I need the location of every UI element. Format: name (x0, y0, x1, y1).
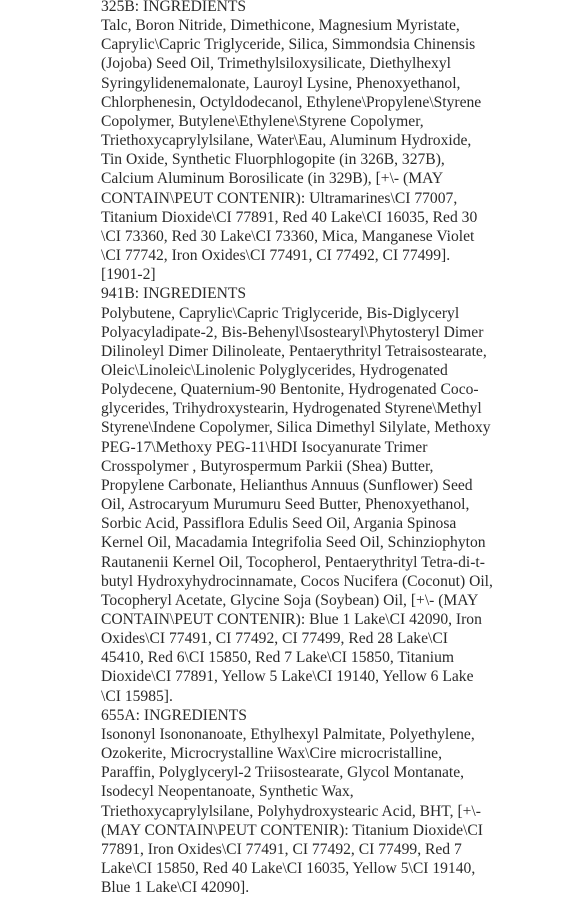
ingredient-line: \CI 15985]. (101, 687, 173, 705)
ingredient-line: Tocopheryl Acetate, Glycine Soja (Soybean) Oil, [+\- (MAY (101, 591, 479, 609)
ingredient-line: Syringylidenemalonate, Lauroyl Lysine, Phenoxyethanol, (101, 74, 461, 92)
ingredients-document (101, 0, 493, 897)
ingredient-line: Isodecyl Neopentanoate, Synthetic Wax, (101, 783, 354, 801)
ingredient-line: Lake\CI 15850, Red 40 Lake\CI 16035, Yellow 5\CI 19140, (101, 860, 476, 878)
ingredient-line: Caprylic\Capric Triglyceride, Silica, Simmondsia Chinensis (101, 36, 476, 54)
section-heading: 325B: INGREDIENTS (101, 0, 247, 15)
section-heading: 941B: INGREDIENTS (101, 285, 247, 303)
ingredient-line: Copolymer, Butylene\Ethylene\Styrene Copolymer, (101, 112, 424, 130)
ingredient-line: Polybutene, Caprylic\Capric Triglyceride, Bis-Diglyceryl (101, 304, 460, 322)
ingredient-line: butyl Hydroxyhydrocinnamate, Cocos Nucifera (Coconut) Oil, (101, 572, 493, 590)
ingredient-line: Oxides\CI 77491, CI 77492, CI 77499, Red 28 Lake\CI (101, 630, 448, 648)
ingredient-line: PEG-17\Methoxy PEG-11\HDI Isocyanurate Trimer (101, 438, 428, 456)
ingredient-line: Polyacyladipate-2, Bis-Behenyl\Isostearyl\Phytosteryl Dimer (101, 323, 484, 341)
ingredient-line: Crosspolymer , Butyrospermum Parkii (Shea) Butter, (101, 457, 434, 475)
ingredient-line: CONTAIN\PEUT CONTENIR): Blue 1 Lake\CI 42090, Iron (101, 611, 482, 628)
ingredient-line: Styrene\Indene Copolymer, Silica Dimethyl Silylate, Methoxy (101, 419, 491, 437)
ingredient-line: Triethoxycaprylylsilane, Polyhydroxystearic Acid, BHT, [+\- (101, 802, 481, 820)
ingredient-line: Dioxide\CI 77891, Yellow 5 Lake\CI 19140, Yellow 6 Lake (101, 668, 474, 686)
ingredient-line: Dilinoleyl Dimer Dilinoleate, Pentaerythrityl Tetraisostearate, (101, 342, 487, 360)
ingredient-line: Paraffin, Polyglyceryl-2 Triisostearate, Glycol Montanate, (101, 764, 465, 782)
ingredient-line: CONTAIN\PEUT CONTENIR): Ultramarines\CI 77007, (101, 189, 458, 207)
ingredients-section-655a (101, 706, 493, 897)
ingredients-section-941b (101, 284, 493, 705)
ingredient-line: Tin Oxide, Synthetic Fluorphlogopite (in 326B, 327B), (101, 151, 445, 169)
ingredient-line: Talc, Boron Nitride, Dimethicone, Magnesium Myristate, (101, 17, 460, 35)
ingredient-line: Isononyl Isononanoate, Ethylhexyl Palmitate, Polyethylene, (101, 725, 475, 743)
ingredient-line: Polydecene, Quaternium-90 Bentonite, Hydrogenated Coco- (101, 381, 479, 399)
ingredient-line: [1901-2] (101, 266, 156, 284)
ingredient-line: Ozokerite, Microcrystalline Wax\Cire microcristalline, (101, 745, 442, 763)
ingredient-line: Calcium Aluminum Borosilicate (in 329B), [+\- (MAY (101, 170, 444, 188)
ingredient-line: \CI 73360, Red 30 Lake\CI 73360, Mica, Manganese Violet (101, 227, 475, 245)
ingredient-line: (MAY CONTAIN\PEUT CONTENIR): Titanium Dioxide\CI (101, 821, 483, 839)
ingredient-line: Blue 1 Lake\CI 42090]. (101, 879, 250, 897)
ingredient-line: 77891, Iron Oxides\CI 77491, CI 77492, CI 77499, Red 7 (101, 840, 462, 858)
ingredient-line: Triethoxycaprylylsilane, Water\Eau, Aluminum Hydroxide, (101, 132, 472, 150)
ingredient-line: (Jojoba) Seed Oil, Trimethylsiloxysilicate, Diethylhexyl (101, 55, 451, 73)
ingredient-line: Propylene Carbonate, Helianthus Annuus (Sunflower) Seed (101, 476, 473, 494)
ingredient-line: glycerides, Trihydroxystearin, Hydrogenated Styrene\Methyl (101, 400, 482, 418)
ingredient-line: Rautanenii Kernel Oil, Tocopherol, Pentaerythrityl Tetra-di-t- (101, 553, 485, 571)
ingredient-line: Chlorphenesin, Octyldodecanol, Ethylene\Propylene\Styrene (101, 93, 482, 111)
ingredient-line: Kernel Oil, Macadamia Integrifolia Seed Oil, Schinziophyton (101, 534, 486, 552)
ingredient-line: Oleic\Linoleic\Linolenic Polyglycerides, Hydrogenated (101, 361, 448, 379)
ingredient-line: Sorbic Acid, Passiflora Edulis Seed Oil, Argania Spinosa (101, 515, 457, 533)
section-heading: 655A: INGREDIENTS (101, 706, 247, 724)
ingredient-line: Oil, Astrocaryum Murumuru Seed Butter, Phenoxyethanol, (101, 496, 470, 514)
ingredients-section-325b (101, 0, 493, 284)
ingredient-line: 45410, Red 6\CI 15850, Red 7 Lake\CI 15850, Titanium (101, 649, 455, 667)
ingredient-line: \CI 77742, Iron Oxides\CI 77491, CI 77492, CI 77499]. (101, 247, 451, 265)
ingredient-line: Titanium Dioxide\CI 77891, Red 40 Lake\CI 16035, Red 30 (101, 208, 478, 226)
